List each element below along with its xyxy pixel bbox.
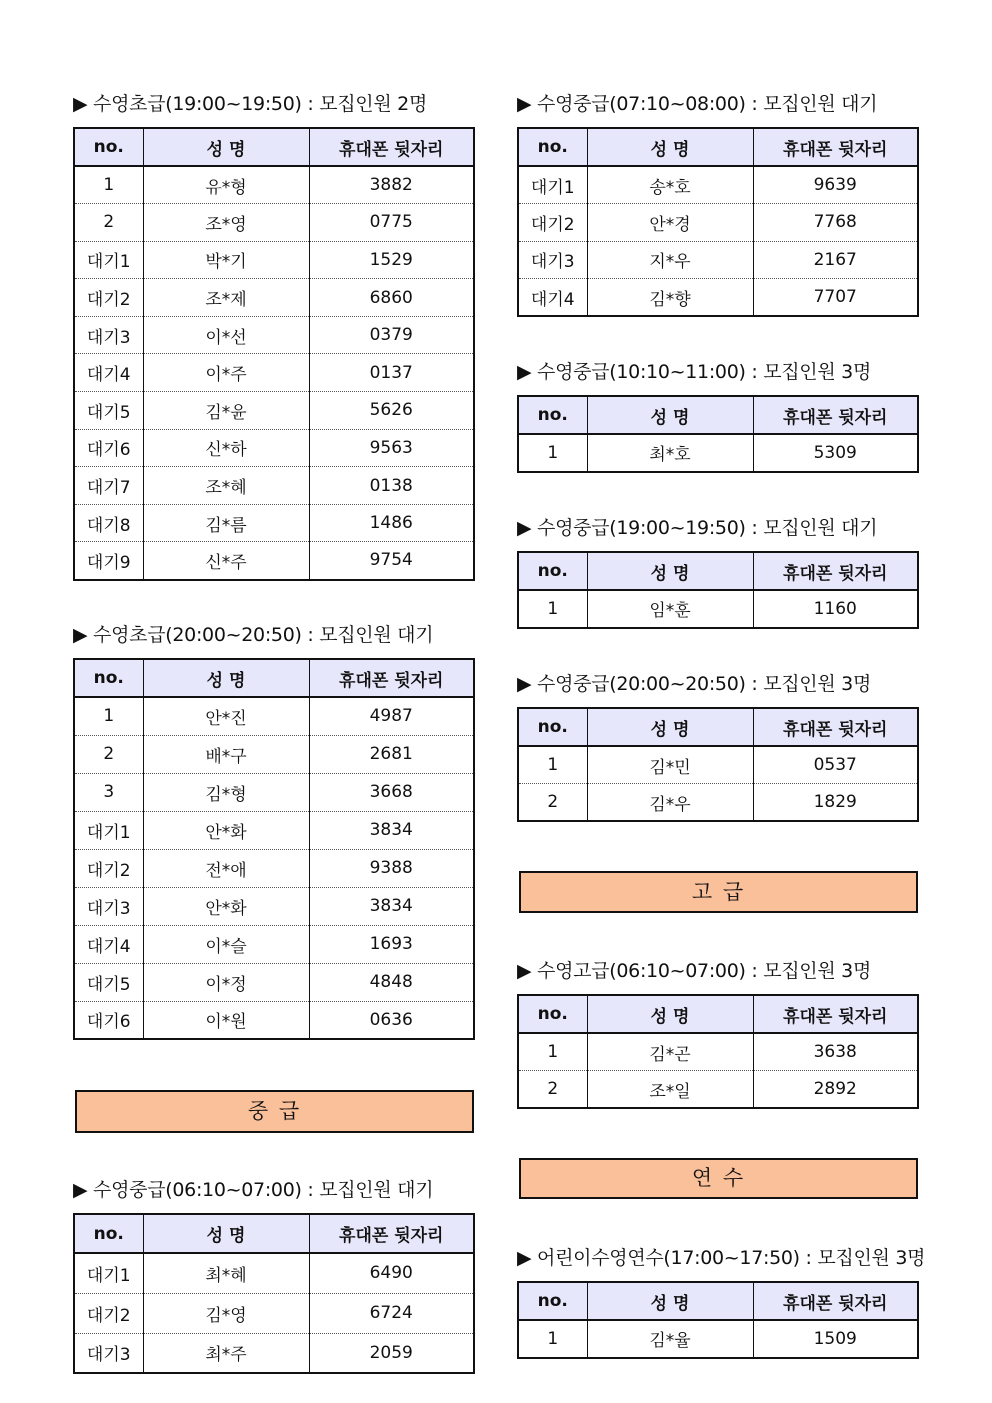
- cell-phone: 6724: [309, 1293, 474, 1333]
- cell-phone: 1509: [753, 1320, 918, 1358]
- col-header-phone: 휴대폰 뒷자리: [309, 659, 474, 697]
- table-row: [74, 735, 474, 773]
- cell-no: 2: [518, 1071, 587, 1109]
- cell-no: 대기1: [86, 1265, 131, 1286]
- table-row: [74, 316, 474, 354]
- cell-no: 대기8: [74, 504, 143, 542]
- roster-table: [73, 127, 475, 581]
- table-row: [74, 542, 474, 580]
- cell-phone: 1529: [309, 241, 474, 279]
- col-header-phone: 휴대폰 뒷자리: [753, 552, 918, 590]
- cell-no: 2: [74, 204, 143, 242]
- cell-phone: 7707: [753, 279, 918, 317]
- cell-phone: 2892: [753, 1071, 918, 1109]
- cell-name: 조*제: [143, 279, 309, 317]
- table-row: [74, 811, 474, 849]
- cell-name: 최*혜: [143, 1253, 309, 1293]
- cell-phone: 6490: [309, 1253, 474, 1293]
- table-row: [74, 467, 474, 505]
- cell-name: 김*율: [587, 1320, 753, 1358]
- cell-name: 안*화: [143, 887, 309, 925]
- roster-table: [517, 395, 919, 473]
- table-row: [518, 746, 918, 784]
- cell-name: 안*화: [143, 811, 309, 849]
- table-row: [74, 429, 474, 467]
- col-header-no: no.: [74, 1214, 143, 1253]
- cell-name: 김*영: [143, 1293, 309, 1333]
- cell-phone: 1693: [309, 925, 474, 963]
- roster-table: [517, 994, 919, 1109]
- roster-table: [73, 1213, 475, 1374]
- section-s1: [73, 89, 475, 581]
- cell-no: 대기3: [74, 1333, 143, 1373]
- cell-name: 신*주: [143, 542, 309, 580]
- cell-no: 대기3: [74, 887, 143, 925]
- table-row: [74, 849, 474, 887]
- section-s5: [517, 357, 919, 473]
- table-row: [74, 204, 474, 242]
- cell-phone: 0636: [309, 1001, 474, 1039]
- cell-phone: 4987: [309, 697, 474, 735]
- section-title: ▶ 수영중급(20:00~20:50) : 모집인원 3명: [517, 673, 872, 695]
- band-middle: 중 급: [75, 1090, 474, 1133]
- col-header-no: no.: [518, 995, 587, 1033]
- cell-no: 대기1: [530, 177, 575, 198]
- cell-phone: 1486: [309, 504, 474, 542]
- cell-no: 3: [74, 773, 143, 811]
- table-row: [518, 204, 918, 242]
- col-header-phone: 휴대폰 뒷자리: [753, 708, 918, 746]
- cell-name: 유*형: [143, 166, 309, 204]
- cell-no: 대기4: [74, 925, 143, 963]
- col-header-name: 성 명: [143, 128, 309, 166]
- col-header-name: 성 명: [587, 128, 753, 166]
- cell-no: 대기6: [74, 429, 143, 467]
- cell-phone: 2059: [309, 1333, 474, 1373]
- cell-no: 대기9: [74, 542, 143, 580]
- cell-name: 김*윤: [143, 392, 309, 430]
- cell-no: 대기1: [74, 811, 143, 849]
- section-title: ▶ 어린이수영연수(17:00~17:50) : 모집인원 3명: [517, 1247, 926, 1269]
- section-title: ▶ 수영초급(20:00~20:50) : 모집인원 대기: [73, 624, 434, 646]
- cell-phone: 5309: [753, 434, 918, 472]
- cell-name: 김*향: [587, 279, 753, 317]
- cell-no: 대기6: [74, 1001, 143, 1039]
- cell-no: 대기4: [518, 279, 587, 317]
- col-header-name: 성 명: [587, 995, 753, 1033]
- cell-phone: 3834: [309, 811, 474, 849]
- cell-no: 1: [547, 1042, 559, 1062]
- cell-name: 이*주: [143, 354, 309, 392]
- table-row: [518, 279, 918, 317]
- cell-phone: 0379: [309, 316, 474, 354]
- cell-name: 조*일: [587, 1071, 753, 1109]
- cell-name: 이*원: [143, 1001, 309, 1039]
- cell-no: 2: [518, 784, 587, 822]
- section-title: ▶ 수영중급(19:00~19:50) : 모집인원 대기: [517, 517, 878, 539]
- table-row: [74, 166, 474, 204]
- cell-phone: 5626: [309, 392, 474, 430]
- cell-name: 임*훈: [587, 590, 753, 628]
- section-s8: [517, 956, 919, 1109]
- cell-no: 1: [547, 755, 559, 775]
- section-s6: [517, 513, 919, 629]
- table-row: [74, 925, 474, 963]
- section-title: ▶ 수영중급(06:10~07:00) : 모집인원 대기: [73, 1179, 434, 1201]
- roster-table: [517, 127, 919, 317]
- col-header-no: no.: [518, 552, 587, 590]
- cell-name: 송*호: [587, 166, 753, 204]
- cell-phone: 0137: [309, 354, 474, 392]
- cell-name: 조*혜: [143, 467, 309, 505]
- cell-phone: 2167: [753, 241, 918, 279]
- col-header-no: no.: [74, 659, 143, 697]
- cell-name: 지*우: [587, 241, 753, 279]
- col-header-phone: 휴대폰 뒷자리: [753, 128, 918, 166]
- table-row: [518, 784, 918, 822]
- cell-name: 이*선: [143, 316, 309, 354]
- cell-phone: 0537: [753, 746, 918, 784]
- cell-phone: 9754: [309, 542, 474, 580]
- cell-no: 2: [74, 735, 143, 773]
- cell-no: 대기2: [518, 204, 587, 242]
- col-header-no: no.: [518, 396, 587, 434]
- cell-phone: 9388: [309, 849, 474, 887]
- table-row: [518, 1071, 918, 1109]
- section-title: ▶ 수영중급(10:10~11:00) : 모집인원 3명: [517, 361, 872, 383]
- cell-no: 대기3: [74, 316, 143, 354]
- cell-no: 대기4: [74, 354, 143, 392]
- cell-name: 김*름: [143, 504, 309, 542]
- cell-no: 대기2: [74, 279, 143, 317]
- section-s9: [517, 1243, 925, 1359]
- cell-phone: 4848: [309, 963, 474, 1001]
- table-row: [74, 773, 474, 811]
- cell-phone: 9563: [309, 429, 474, 467]
- cell-no: 대기5: [74, 963, 143, 1001]
- col-header-phone: 휴대폰 뒷자리: [753, 1282, 918, 1320]
- col-header-phone: 휴대폰 뒷자리: [753, 995, 918, 1033]
- cell-name: 김*우: [587, 784, 753, 822]
- table-row: [518, 1320, 918, 1358]
- cell-name: 김*형: [143, 773, 309, 811]
- cell-name: 이*정: [143, 963, 309, 1001]
- col-header-name: 성 명: [587, 396, 753, 434]
- col-header-name: 성 명: [587, 1282, 753, 1320]
- cell-phone: 0775: [309, 204, 474, 242]
- cell-no: 대기5: [74, 392, 143, 430]
- roster-table: [517, 1281, 919, 1359]
- table-row: [74, 1333, 474, 1373]
- col-header-no: no.: [518, 1282, 587, 1320]
- roster-table: [73, 658, 475, 1040]
- cell-phone: 3638: [753, 1033, 918, 1071]
- cell-no: 1: [547, 598, 559, 619]
- table-row: [74, 241, 474, 279]
- col-header-no: no.: [518, 128, 587, 166]
- table-row: [74, 1001, 474, 1039]
- section-title: ▶ 수영고급(06:10~07:00) : 모집인원 3명: [517, 960, 872, 982]
- cell-phone: 7768: [753, 204, 918, 242]
- cell-name: 안*진: [143, 697, 309, 735]
- section-s2: [73, 620, 475, 1040]
- col-header-no: no.: [74, 128, 143, 166]
- section-s7: [517, 669, 919, 822]
- col-header-phone: 휴대폰 뒷자리: [309, 1214, 474, 1253]
- cell-name: 최*주: [143, 1333, 309, 1373]
- cell-no: 대기3: [518, 241, 587, 279]
- cell-name: 전*애: [143, 849, 309, 887]
- cell-no: 1: [103, 175, 115, 196]
- table-row: [518, 1033, 918, 1071]
- cell-name: 안*경: [587, 204, 753, 242]
- cell-name: 최*호: [587, 434, 753, 472]
- table-row: [74, 392, 474, 430]
- cell-name: 신*하: [143, 429, 309, 467]
- cell-no: 대기1: [74, 241, 143, 279]
- roster-table: [517, 551, 919, 629]
- cell-phone: 3834: [309, 887, 474, 925]
- cell-phone: 3668: [309, 773, 474, 811]
- cell-name: 이*슬: [143, 925, 309, 963]
- band-advanced: 고 급: [519, 871, 918, 913]
- cell-phone: 9639: [753, 166, 918, 204]
- table-row: [74, 354, 474, 392]
- col-header-name: 성 명: [587, 708, 753, 746]
- col-header-name: 성 명: [143, 1214, 309, 1253]
- col-header-phone: 휴대폰 뒷자리: [309, 128, 474, 166]
- cell-no: 1: [547, 442, 559, 463]
- table-row: [74, 963, 474, 1001]
- table-row: [518, 241, 918, 279]
- table-row: [74, 1253, 474, 1293]
- table-row: [518, 434, 918, 472]
- cell-name: 김*곤: [587, 1033, 753, 1071]
- col-header-name: 성 명: [143, 659, 309, 697]
- cell-name: 김*민: [587, 746, 753, 784]
- section-s4: [517, 89, 919, 317]
- cell-phone: 6860: [309, 279, 474, 317]
- section-title: ▶ 수영중급(07:10~08:00) : 모집인원 대기: [517, 93, 878, 115]
- cell-no: 1: [547, 1328, 559, 1349]
- col-header-no: no.: [518, 708, 587, 746]
- table-row: [74, 1293, 474, 1333]
- cell-name: 조*영: [143, 204, 309, 242]
- cell-phone: 1829: [753, 784, 918, 822]
- table-row: [74, 887, 474, 925]
- table-row: [518, 590, 918, 628]
- table-row: [74, 697, 474, 735]
- cell-phone: 1160: [753, 590, 918, 628]
- cell-name: 박*기: [143, 241, 309, 279]
- cell-no: 1: [103, 706, 115, 727]
- section-title: ▶ 수영초급(19:00~19:50) : 모집인원 2명: [73, 93, 428, 115]
- cell-phone: 0138: [309, 467, 474, 505]
- cell-no: 대기2: [74, 1293, 143, 1333]
- col-header-phone: 휴대폰 뒷자리: [753, 396, 918, 434]
- cell-name: 배*구: [143, 735, 309, 773]
- cell-no: 대기2: [74, 849, 143, 887]
- band-training: 연 수: [519, 1158, 918, 1199]
- cell-no: 대기7: [74, 467, 143, 505]
- col-header-name: 성 명: [587, 552, 753, 590]
- table-row: [518, 166, 918, 204]
- table-row: [74, 279, 474, 317]
- roster-table: [517, 707, 919, 822]
- section-s3: [73, 1175, 475, 1374]
- cell-phone: 2681: [309, 735, 474, 773]
- cell-phone: 3882: [309, 166, 474, 204]
- table-row: [74, 504, 474, 542]
